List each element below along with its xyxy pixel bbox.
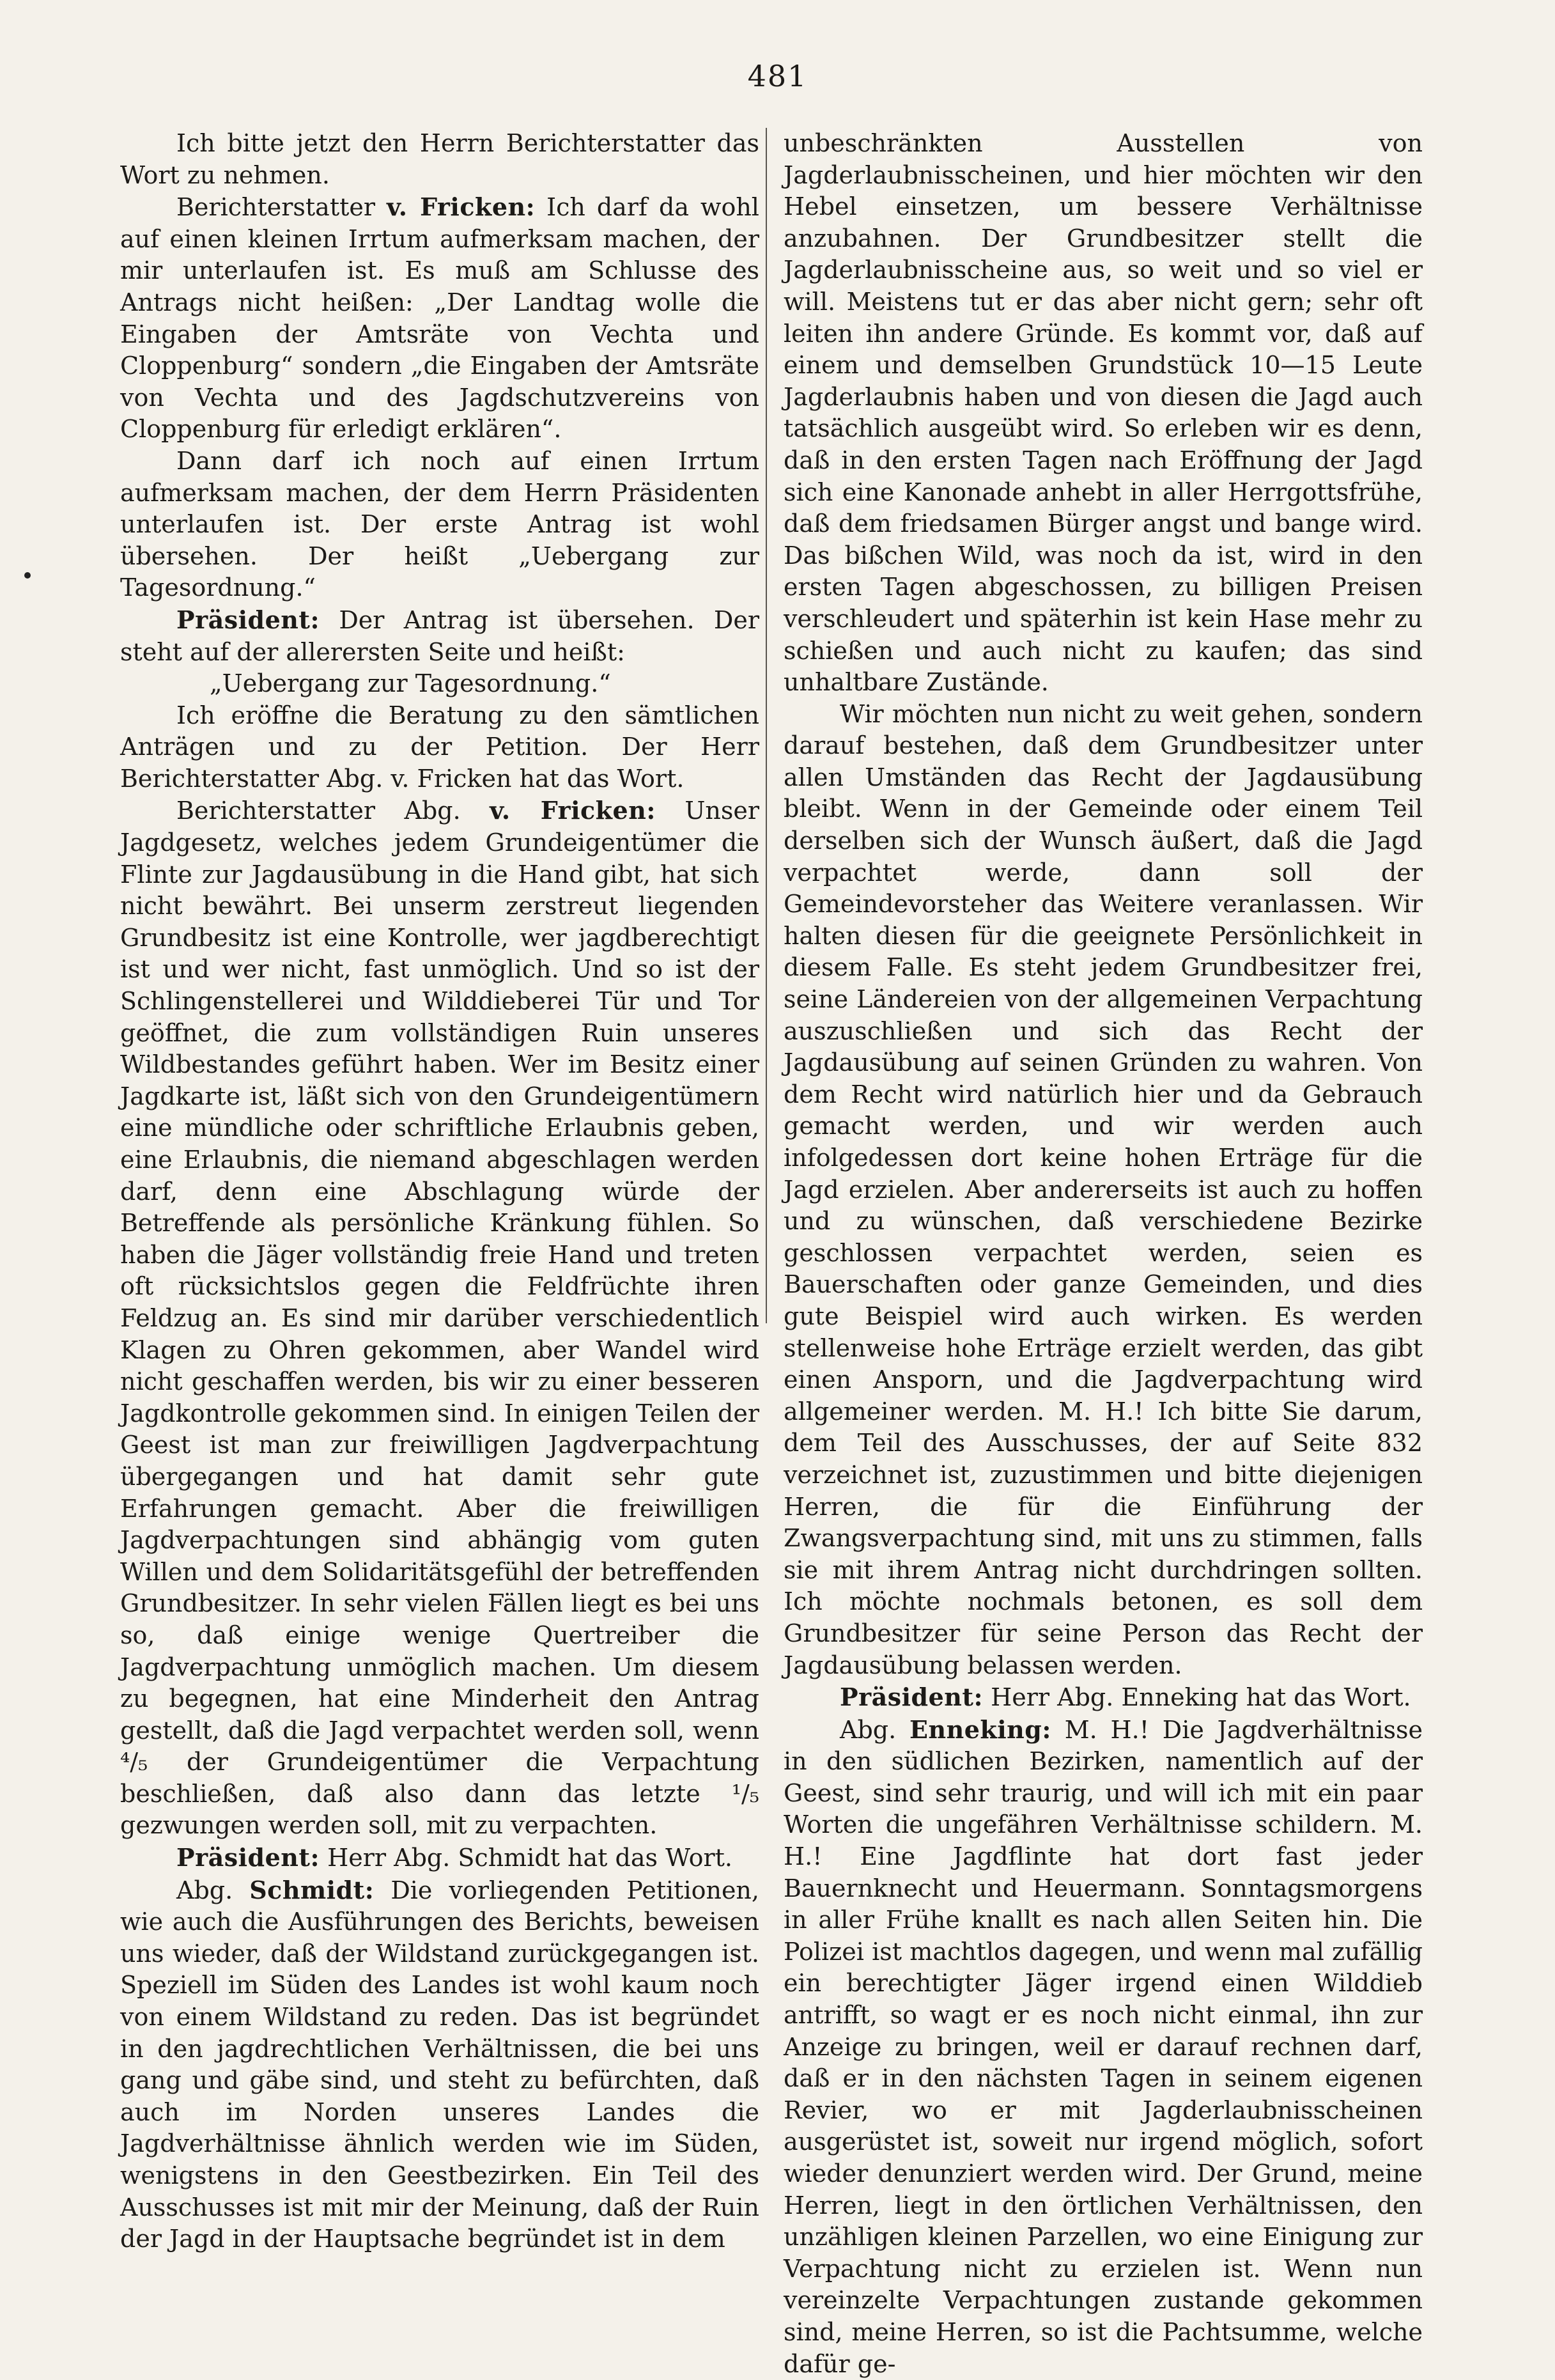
speaker-name: v. Fricken: [490,796,656,825]
paragraph [120,1842,759,1874]
speaker-role: Berichterstatter [176,193,376,222]
paragraph [120,795,759,1842]
speaker-role: Abg. [176,1876,233,1904]
speaker-name: Schmidt: [249,1875,375,1904]
speaker-name: Enneking: [909,1715,1051,1744]
paragraph [784,1714,1423,2380]
speech-text: Die vorliegenden Petitionen, wie auch die Ausführungen des Berichts, beweisen uns wieder, daß der Wildstand zurückgegangen ist. Speziell im Süden des Landes ist wohl kaum noch von einem Wildstand zu reden. Das ist begründet in den jagdrechtlichen Verhältnissen, die bei uns gang und gäbe sind, und steht zu befürchten, daß auch im Norden unseres Landes die Jagdverhältnisse ähnlich werden wie im Süden, wenigstens in den Geestbezirken. Ein Teil des Ausschusses ist mit mir der Meinung, daß der Ruin der Jagd in der Hauptsache begründet ist in dem [120,1876,759,2253]
left-column [120,128,759,2255]
speech-text: Herr Abg. Enneking hat das Wort. [991,1683,1411,1712]
column-divider [766,128,767,1323]
speaker-role: Abg. [840,1715,897,1744]
paragraph: Dann darf ich noch auf einen Irrtum aufmerksam machen, der dem Herrn Präsidenten unterlaufen ist. Der erste Antrag ist wohl übersehen. Der heißt „Uebergang zur Tagesordnung.“ [120,446,759,602]
paragraph: Ich bitte jetzt den Herrn Berichterstatter das Wort zu nehmen. [120,129,759,189]
page-number: 481 [747,59,808,93]
paragraph [120,604,759,668]
speech-text: Ich darf da wohl auf einen kleinen Irrtum aufmerksam machen, der mir unterlaufen ist. Es muß am Schlusse des Antrags nicht heißen: „Der Landtag wolle die Eingaben der Amtsräte von Vechta und Cloppenburg“ sondern „die Eingaben der Amtsräte von Vechta und des Jagdschutzvereins von Cloppenburg für erledigt erklären“. [120,193,759,444]
paragraph: unbeschränkten Ausstellen von Jagderlaubnisscheinen, und hier möchten wir den Hebel einsetzen, um bessere Verhältnisse anzubahnen. Der Grundbesitzer stellt die Jagderlaubnisscheine aus, so weit und so viel er will. Meistens tut er das aber nicht gern; sehr oft leiten ihn andere Gründe. Es kommt vor, daß auf einem und demselben Grundstück 10—15 Leute Jagderlaubnis haben und von diesen die Jagd auch tatsächlich ausgeübt wird. So erleben wir es denn, daß in den ersten Tagen nach Eröffnung der Jagd sich eine Kanonade anhebt in aller Herrgottsfrühe, daß dem friedsamen Bürger angst und bange wird. Das bißchen Wild, was noch da ist, wird in den ersten Tagen abgeschossen, zu billigen Preisen verschleudert und späterhin ist kein Hase mehr zu schießen und auch nicht zu kaufen; das sind unhaltbare Zustände. [784,129,1423,697]
quoted-motion: „Uebergang zur Tagesordnung.“ [210,669,611,698]
speech-text: Der Antrag ist übersehen. Der steht auf der allerersten Seite und heißt: [120,605,759,666]
speaker-role: Berichterstatter Abg. [176,797,461,825]
paragraph [784,1681,1423,1714]
speaker-name: v. Fricken: [387,192,536,222]
margin-mark [24,572,31,579]
speaker-name: Präsident: [176,1843,320,1872]
paragraph [120,1874,759,2255]
paragraph [120,191,759,446]
speaker-name: Präsident: [840,1683,984,1712]
speech-text: Herr Abg. Schmidt hat das Wort. [327,1844,732,1872]
speech-text: M. H.! Die Jagdverhältnisse in den südlichen Bezirken, namentlich auf der Geest, sind sehr traurig, und will ich mit ein paar Worten die ungefähren Verhältnisse schildern. M. H.! Eine Jagdflinte hat dort fast jeder Bauernknecht und Heuermann. Sonntagsmorgens in aller Frühe knallt es nach allen Seiten hin. Die Polizei ist machtlos dagegen, und wenn mal zufällig ein berechtigter Jäger irgend einen Wilddieb antrifft, so wagt er es noch nicht einmal, ihn zur Anzeige zu bringen, weil er darauf rechnen darf, daß er in den nächsten Tagen in seinem eigenen Revier, wo er mit Jagderlaubnisscheinen ausgerüstet ist, soweit nur irgend möglich, sofort wieder denunziert werden wird. Der Grund, meine Herren, liegt in den örtlichen Verhältnissen, den unzähligen kleinen Parzellen, wo eine Einigung zur Verpachtung nicht zu erzielen ist. Wenn nun vereinzelte Verpachtungen zustande gekommen sind, meine Herren, so ist die Pachtsumme, welche dafür ge- [784,1715,1423,2378]
paragraph: Ich eröffne die Beratung zu den sämtlichen Anträgen und zu der Petition. Der Herr Berichterstatter Abg. v. Fricken hat das Wort. [120,701,759,793]
right-column [784,128,1423,2380]
speech-text: Unser Jagdgesetz, welches jedem Grundeigentümer die Flinte zur Jagdausübung in die Hand gibt, hat sich nicht bewährt. Bei unserm zerstreut liegenden Grundbesitz ist eine Kontrolle, wer jagdberechtigt ist und wer nicht, fast unmöglich. Und so ist der Schlingenstellerei und Wilddieberei Tür und Tor geöffnet, die zum vollständigen Ruin unseres Wildbestandes geführt haben. Wer im Besitz einer Jagdkarte ist, läßt sich von den Grundeigentümern eine mündliche oder schriftliche Erlaubnis geben, eine Erlaubnis, die niemand abgeschlagen werden darf, denn eine Abschlagung würde der Betreffende als persönliche Kränkung fühlen. So haben die Jäger vollständig freie Hand und treten oft rücksichtslos gegen die Feldfrüchte ihren Feldzug an. Es sind mir darüber verschiedentlich Klagen zu Ohren gekommen, aber Wandel wird nicht geschaffen werden, bis wir zu einer besseren Jagdkontrolle gekommen sind. In einigen Teilen der Geest ist man zur freiwilligen Jagdverpachtung übergegangen und hat damit sehr gute Erfahrungen gemacht. Aber die freiwilligen Jagdverpachtungen sind abhängig vom guten Willen und dem Solidaritätsgefühl der betreffenden Grundbesitzer. In sehr vielen Fällen liegt es bei uns so, daß einige wenige Quertreiber die Jagdverpachtung unmöglich machen. Um diesem zu begegnen, hat eine Minderheit den Antrag gestellt, daß die Jagd verpachtet werden soll, wenn ⁴/₅ der Grundeigentümer die Verpachtung beschließen, daß also dann das letzte ¹/₅ gezwungen werden soll, mit zu verpachten. [120,797,759,1840]
speaker-name: Präsident: [176,605,320,634]
paragraph: Wir möchten nun nicht zu weit gehen, sondern darauf bestehen, daß dem Grundbesitzer unter allen Umständen das Recht der Jagdausübung bleibt. Wenn in der Gemeinde oder einem Teil derselben sich der Wunsch äußert, daß die Jagd verpachtet werde, dann soll der Gemeindevorsteher das Weitere veranlassen. Wir halten diesen für die geeignete Persönlichkeit in diesem Falle. Es steht jedem Grundbesitzer frei, seine Ländereien von der allgemeinen Verpachtung auszuschließen und sich das Recht der Jagdausübung auf seinen Gründen zu wahren. Von dem Recht wird natürlich hier und da Gebrauch gemacht werden, und wir werden auch infolgedessen dort keine hohen Erträge für die Jagd erzielen. Aber andererseits ist auch zu hoffen und zu wünschen, daß verschiedene Bezirke geschlossen verpachtet werden, seien es Bauerschaften oder ganze Gemeinden, und dies gute Beispiel wird auch wirken. Es werden stellenweise hohe Erträge erzielt werden, das gibt einen Ansporn, und die Jagdverpachtung wird allgemeiner werden. M. H.! Ich bitte Sie darum, dem Teil des Ausschusses, der auf Seite 832 verzeichnet ist, zuzustimmen und bitte diejenigen Herren, die für die Einführung der Zwangsverpachtung sind, mit uns zu stimmen, falls sie mit ihrem Antrag nicht durchdringen sollten. Ich möchte nochmals betonen, es soll dem Grundbesitzer für seine Person das Recht der Jagdausübung belassen werden. [784,699,1423,1679]
